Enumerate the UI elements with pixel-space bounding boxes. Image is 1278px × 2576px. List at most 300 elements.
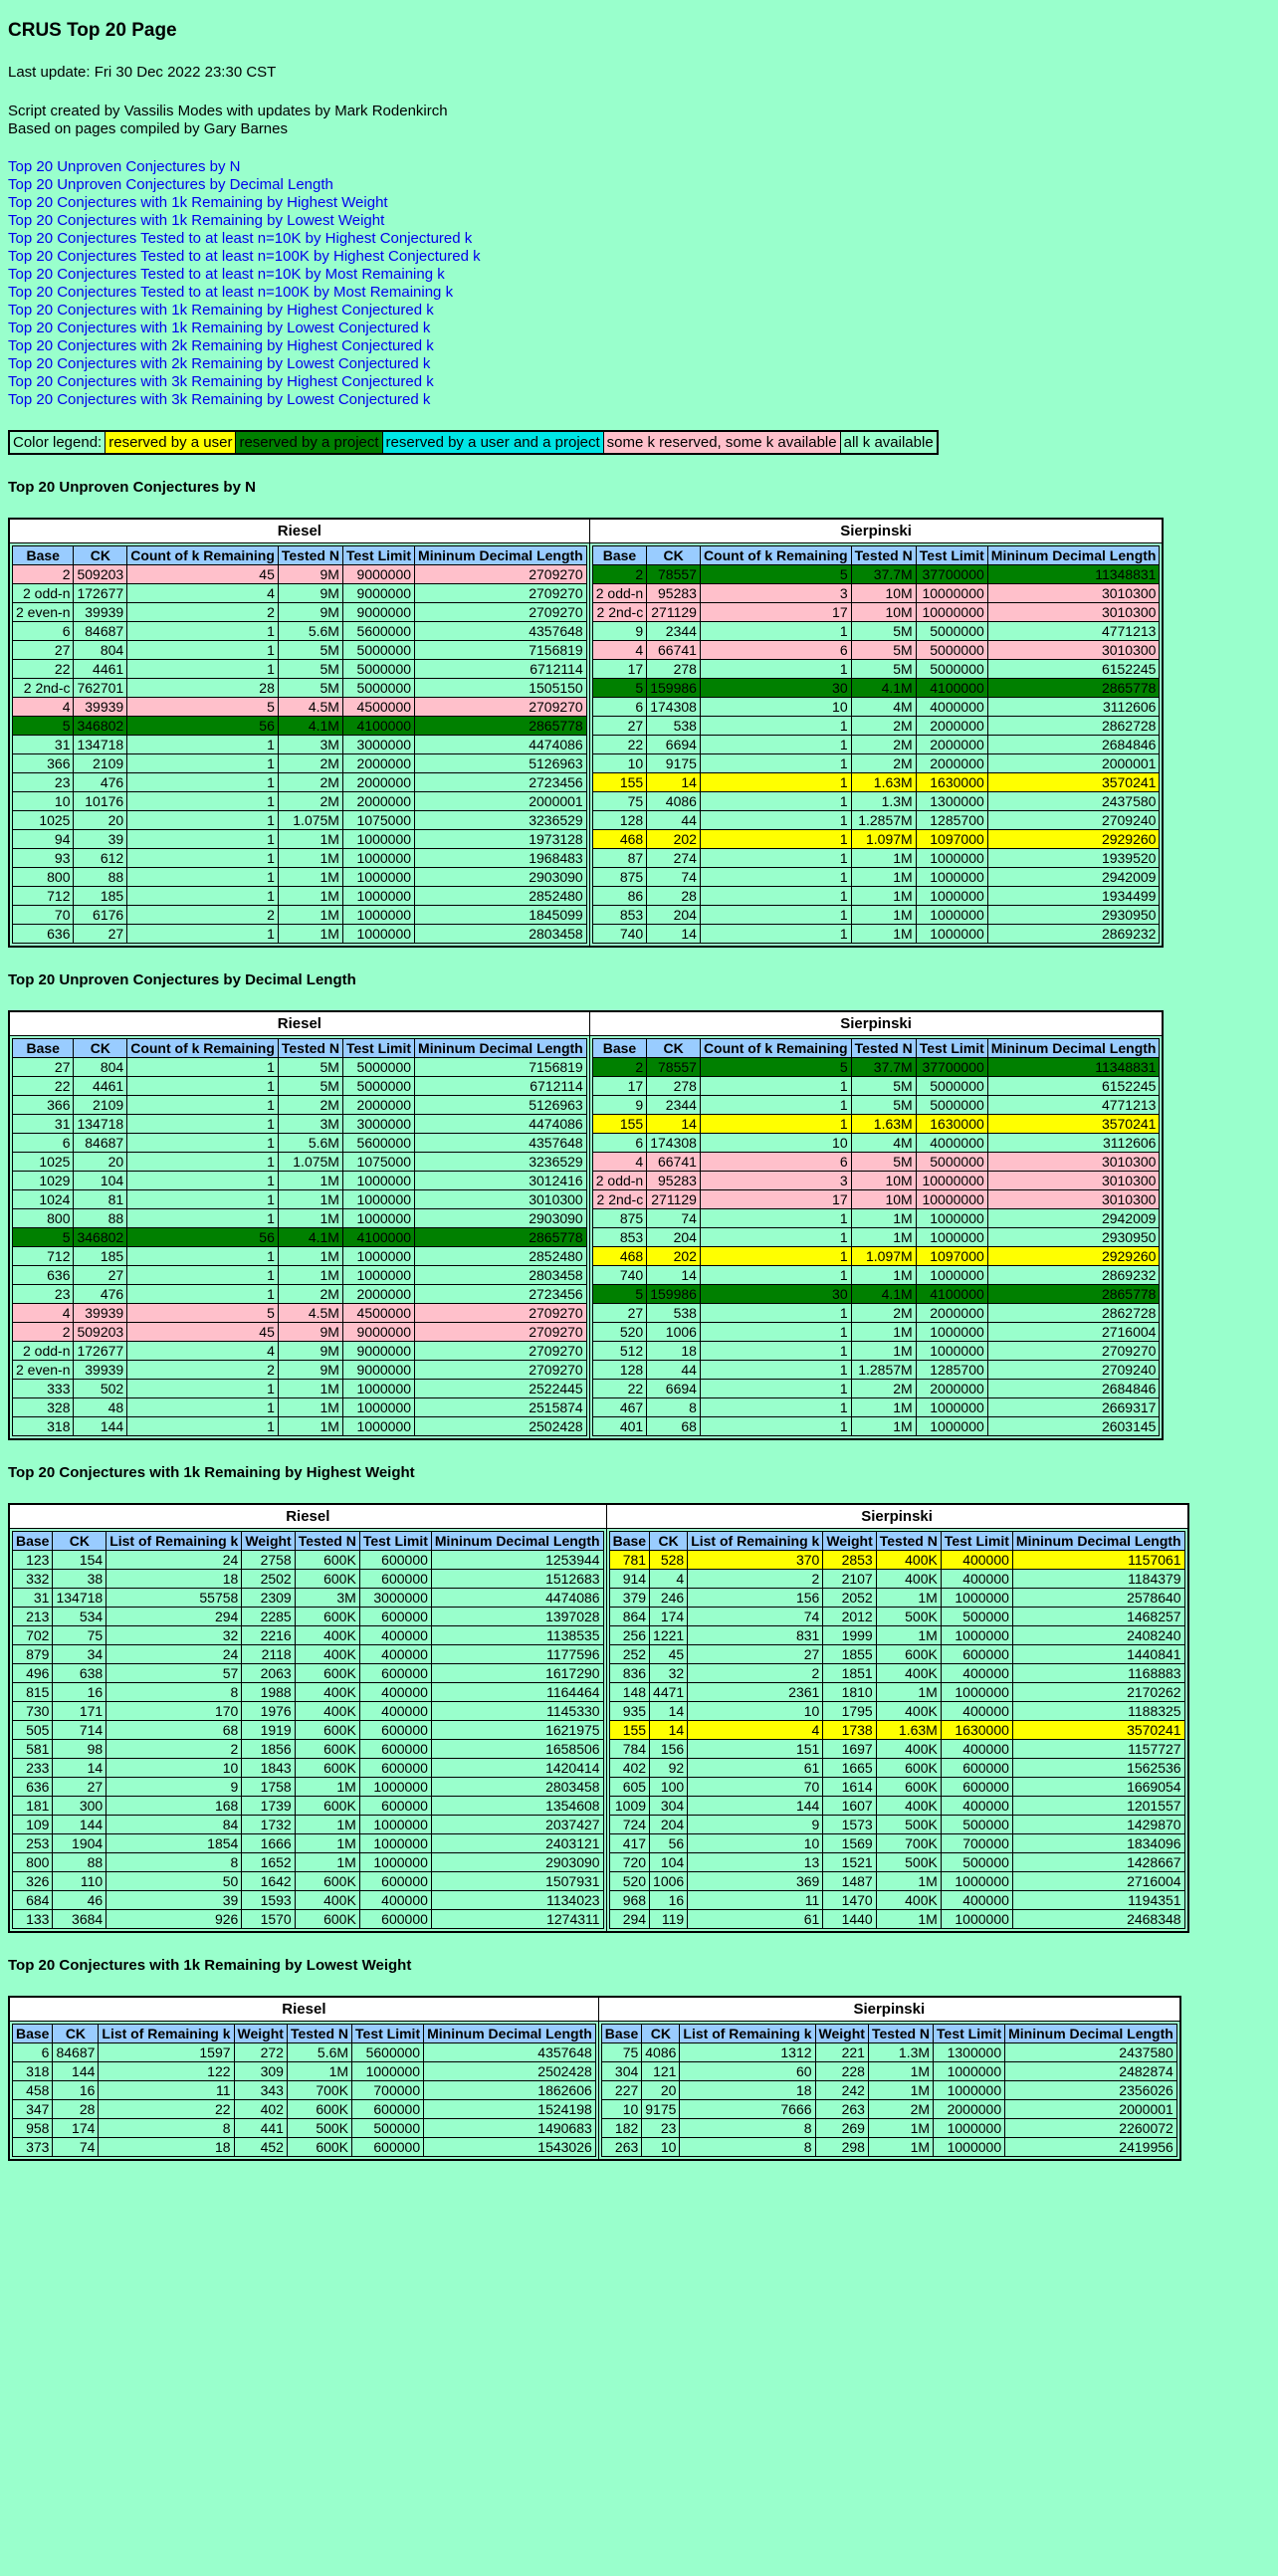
table-cell: 1300000 [916,792,987,811]
table-cell: 27 [592,717,646,736]
column-header: Test Limit [352,2025,424,2043]
table-cell: 3570241 [987,1115,1160,1134]
table-cell: 1697 [823,1740,876,1759]
table-cell: 2000001 [1005,2100,1177,2119]
table-cell: 1000000 [342,830,414,849]
table-cell: 1 [700,792,851,811]
table-cell: 2216 [242,1626,295,1645]
link-10k-highest-ck[interactable]: Top 20 Conjectures Tested to at least n=10K by Highest Conjectured k [8,230,473,247]
table-row [13,1266,587,1285]
table-cell: 1 [127,622,279,641]
table-cell: 1000000 [342,868,414,887]
column-header: Tested N [851,1039,916,1058]
table-cell: 78557 [647,565,701,584]
table-cell: 2865778 [987,1285,1160,1304]
table-cell: 4100000 [342,1228,414,1247]
conjecture-table [8,1503,1189,1933]
table-row [13,2043,596,2062]
table-cell: 600K [295,1551,359,1570]
table-cell: 800 [13,1853,53,1872]
table-cell: 17 [700,1190,851,1209]
table-cell: 5000000 [342,679,414,698]
table-cell: 1939520 [987,849,1160,868]
table-cell: 4000000 [916,698,987,717]
column-header: CK [647,1039,701,1058]
table-row [13,1323,587,1342]
table-cell: 1000000 [916,1228,987,1247]
table-cell: 104 [650,1853,688,1872]
table-cell: 1312 [680,2043,815,2062]
table-row [13,1608,604,1626]
table-cell: 2000000 [916,1380,987,1398]
sierpinski-header: Sierpinski [589,1011,1163,1036]
table-cell: 1490683 [424,2119,596,2138]
table-cell: 740 [592,925,646,944]
table-cell: 61 [688,1759,823,1778]
column-header: Mininum Decimal Length [987,1039,1160,1058]
table-cell: 400000 [941,1664,1012,1683]
table-cell: 2942009 [987,1209,1160,1228]
table-cell: 88 [53,1853,106,1872]
table-cell: 37.7M [851,1058,916,1077]
page-title: CRUS Top 20 Page [8,20,177,41]
table-row [592,717,1160,736]
table-row [609,1797,1184,1816]
table-cell: 600000 [359,1910,431,1929]
table-cell: 1000000 [916,1398,987,1417]
table-cell: 2865778 [987,679,1160,698]
column-header: Weight [823,1532,876,1551]
table-cell: 16 [53,1683,106,1702]
table-cell: 8 [647,1398,701,1417]
table-cell: 600K [876,1645,941,1664]
table-cell: 155 [592,773,646,792]
table-cell: 1000000 [916,906,987,925]
table-cell: 1000000 [916,868,987,887]
table-cell: 1157727 [1012,1740,1184,1759]
table-cell: 30 [700,1285,851,1304]
table-cell: 9 [592,1096,646,1115]
table-cell: 2 odd-n [592,1172,646,1190]
table-cell: 14 [650,1702,688,1721]
table-cell: 800 [13,868,74,887]
table-row [13,2081,596,2100]
table-cell: 2853 [823,1551,876,1570]
table-cell: 400K [295,1645,359,1664]
table-cell: 5 [700,1058,851,1077]
table-cell: 1000000 [941,1589,1012,1608]
table-cell: 2 [592,1058,646,1077]
table-cell: 10 [700,1134,851,1153]
table-cell: 600K [295,1721,359,1740]
table-cell: 3570241 [987,773,1160,792]
table-cell: 134718 [74,1115,127,1134]
table-cell: 3000000 [342,736,414,754]
table-cell: 228 [815,2062,868,2081]
table-cell: 2107 [823,1570,876,1589]
table-cell: 636 [13,1778,53,1797]
table-cell: 400000 [941,1702,1012,1721]
table-cell: 159986 [647,679,701,698]
table-cell: 22 [99,2100,234,2119]
table-cell: 4086 [642,2043,680,2062]
table-cell: 23 [13,1285,74,1304]
table-cell: 400K [876,1891,941,1910]
table-cell: 1 [127,868,279,887]
table-row [609,1570,1184,1589]
table-row [13,1115,587,1134]
table-cell: 27 [74,925,127,944]
table-cell: 1M [851,906,916,925]
table-cell: 4474086 [415,1115,587,1134]
table-cell: 1M [851,1228,916,1247]
table-cell: 1738 [823,1721,876,1740]
table-cell: 9M [278,565,342,584]
column-header: Count of k Remaining [127,546,279,565]
table-row [592,1096,1160,1115]
table-cell: 39939 [74,603,127,622]
table-cell: 2 [13,565,74,584]
table-row [13,1797,604,1816]
table-cell: 1 [700,830,851,849]
table-cell: 1 [700,925,851,944]
table-cell: 213 [13,1608,53,1626]
table-cell: 4100000 [916,1285,987,1304]
column-header: Test Limit [359,1532,431,1551]
table-cell: 4.1M [278,717,342,736]
table-cell: 5 [592,1285,646,1304]
table-cell: 3 [700,1172,851,1190]
link-1k-lowest-weight[interactable]: Top 20 Conjectures with 1k Remaining by Lowest Weight [8,212,385,229]
table-row [609,1664,1184,1683]
table-cell: 2063 [242,1664,295,1683]
table-cell: 1617290 [431,1664,603,1683]
table-cell: 2000001 [415,792,587,811]
table-cell: 204 [647,1228,701,1247]
table-row [13,736,587,754]
table-cell: 2709270 [415,1342,587,1361]
table-cell: 10176 [74,792,127,811]
table-cell: 3010300 [987,1172,1160,1190]
table-cell: 379 [609,1589,649,1608]
table-cell: 1621975 [431,1721,603,1740]
link-100k-most-remaining[interactable]: Top 20 Conjectures Tested to at least n=100K by Most Remaining k [8,284,454,301]
table-cell: 1M [876,1910,941,1929]
table-cell: 400000 [359,1683,431,1702]
table-cell: 600K [295,1570,359,1589]
table-cell: 1 [700,1417,851,1436]
link-3k-highest-ck[interactable]: Top 20 Conjectures with 3k Remaining by Highest Conjectured k [8,373,434,390]
riesel-header: Riesel [9,519,589,543]
table-cell: 958 [13,2119,53,2138]
table-cell: 30 [700,679,851,698]
table-cell: 27 [688,1645,823,1664]
table-row [13,811,587,830]
table-cell: 538 [647,1304,701,1323]
table-cell: 128 [592,811,646,830]
table-cell: 9M [278,1323,342,1342]
column-header: Mininum Decimal Length [431,1532,603,1551]
table-cell: 500000 [352,2119,424,2138]
column-header: Mininum Decimal Length [415,1039,587,1058]
table-cell: 1 [127,736,279,754]
table-cell: 1468257 [1012,1608,1184,1626]
table-cell: 2000000 [916,754,987,773]
table-cell: 935 [609,1702,649,1721]
table-cell: 2052 [823,1589,876,1608]
table-cell: 39939 [74,698,127,717]
table-cell: 2M [278,1285,342,1304]
column-header: Test Limit [342,546,414,565]
table-cell: 2 2nd-c [592,1190,646,1209]
table-cell: 2M [868,2100,933,2119]
table-cell: 1 [127,1172,279,1190]
table-cell: 2419956 [1005,2138,1177,2157]
table-cell: 13 [688,1853,823,1872]
table-row [609,1683,1184,1702]
table-cell: 1 [700,660,851,679]
table-cell: 1.3M [868,2043,933,2062]
table-cell: 10M [851,584,916,603]
table-cell: 6694 [647,1380,701,1398]
table-cell: 2000000 [342,1285,414,1304]
link-100k-highest-ck[interactable]: Top 20 Conjectures Tested to at least n=100K by Highest Conjectured k [8,248,481,265]
table-cell: 32 [650,1664,688,1683]
table-cell: 34 [53,1645,106,1664]
table-cell: 9000000 [342,565,414,584]
table-cell: 45 [127,1323,279,1342]
table-cell: 2709240 [987,811,1160,830]
table-row [13,1228,587,1247]
link-2k-highest-ck[interactable]: Top 20 Conjectures with 2k Remaining by Highest Conjectured k [8,337,434,354]
table-cell: 1512683 [431,1570,603,1589]
table-cell: 1 [127,1077,279,1096]
table-cell: 1M [278,1417,342,1436]
link-10k-most-remaining[interactable]: Top 20 Conjectures Tested to at least n=10K by Most Remaining k [8,266,445,283]
table-row [592,1209,1160,1228]
table-cell: 88 [74,1209,127,1228]
table-cell: 2M [851,754,916,773]
table-cell: 271129 [647,1190,701,1209]
table-cell: 5.6M [278,1134,342,1153]
table-cell: 9000000 [342,584,414,603]
sierpinski-header: Sierpinski [589,519,1163,543]
table-cell: 712 [13,1247,74,1266]
table-cell: 2000001 [987,754,1160,773]
table-cell: 458 [13,2081,53,2100]
table-cell: 1000000 [359,1816,431,1834]
table-cell: 304 [650,1797,688,1816]
table-cell: 204 [647,906,701,925]
table-row [592,1361,1160,1380]
table-cell: 836 [609,1664,649,1683]
table-cell: 1569 [823,1834,876,1853]
table-row [592,1153,1160,1172]
table-cell: 2344 [647,622,701,641]
table-cell: 11348831 [987,565,1160,584]
table-row [592,1228,1160,1247]
table-cell: 2000000 [342,754,414,773]
table-cell: 1000000 [359,1834,431,1853]
table-cell: 74 [53,2138,99,2157]
link-unproven-by-n[interactable]: Top 20 Unproven Conjectures by N [8,158,241,175]
table-cell: 1006 [647,1323,701,1342]
riesel-table [12,1038,587,1436]
table-cell: 1201557 [1012,1797,1184,1816]
table-cell: 9000000 [342,1342,414,1361]
table-cell: 1M [295,1853,359,1872]
table-cell: 70 [688,1778,823,1797]
table-cell: 1285700 [916,811,987,830]
table-cell: 1194351 [1012,1891,1184,1910]
table-cell: 1968483 [415,849,587,868]
riesel-panel [9,1529,606,1933]
table-cell: 2709270 [987,1342,1160,1361]
table-cell: 4 [127,584,279,603]
table-cell: 600K [295,1797,359,1816]
table-cell: 1274311 [431,1910,603,1929]
table-cell: 17 [700,603,851,622]
table-cell: 1429870 [1012,1816,1184,1834]
table-cell: 10000000 [916,1172,987,1190]
table-row [13,1759,604,1778]
table-cell: 182 [601,2119,641,2138]
table-cell: 875 [592,1209,646,1228]
link-1k-highest-weight[interactable]: Top 20 Conjectures with 1k Remaining by Highest Weight [8,194,388,211]
table-cell: 5M [851,1077,916,1096]
table-cell: 500000 [941,1853,1012,1872]
table-cell: 1 [700,1304,851,1323]
table-cell: 10 [700,698,851,717]
table-cell: 5 [13,717,74,736]
column-header: Test Limit [916,1039,987,1058]
table-row [601,2100,1176,2119]
table-cell: 68 [647,1417,701,1436]
table-cell: 714 [53,1721,106,1740]
table-cell: 4100000 [342,717,414,736]
table-cell: 300 [53,1797,106,1816]
table-cell: 56 [127,1228,279,1247]
table-cell: 6 [700,641,851,660]
table-cell: 2437580 [1005,2043,1177,2062]
link-3k-lowest-ck[interactable]: Top 20 Conjectures with 3k Remaining by Lowest Conjectured k [8,391,431,408]
table-cell: 520 [592,1323,646,1342]
table-cell: 1 [127,849,279,868]
table-cell: 636 [13,925,74,944]
table-cell: 204 [650,1816,688,1834]
table-cell: 400K [295,1702,359,1721]
table-cell: 5M [278,679,342,698]
table-row [592,584,1160,603]
riesel-panel [9,2022,598,2161]
table-cell: 148 [609,1683,649,1702]
table-cell: 2869232 [987,925,1160,944]
table-cell: 500K [287,2119,351,2138]
table-cell: 1M [278,830,342,849]
table-cell: 496 [13,1664,53,1683]
table-cell: 6 [13,622,74,641]
table-row [609,1872,1184,1891]
table-cell: 600000 [359,1570,431,1589]
table-cell: 28 [647,887,701,906]
table-cell: 2408240 [1012,1626,1184,1645]
table-cell: 144 [53,2062,99,2081]
table-cell: 2468348 [1012,1910,1184,1929]
table-cell: 1845099 [415,906,587,925]
table-cell: 1 [127,830,279,849]
table-cell: 1M [278,906,342,925]
section-title: Top 20 Conjectures with 1k Remaining by Lowest Weight [8,1957,412,1974]
table-cell: 2 [13,1323,74,1342]
table-cell: 509203 [74,565,127,584]
table-cell: 1M [295,1778,359,1797]
table-cell: 318 [13,2062,53,2081]
table-cell: 1 [127,1380,279,1398]
column-header: Tested N [287,2025,351,2043]
table-cell: 233 [13,1759,53,1778]
table-cell: 109 [13,1816,53,1834]
table-row [13,925,587,944]
table-cell: 2930950 [987,1228,1160,1247]
column-header: CK [650,1532,688,1551]
table-cell: 1397028 [431,1608,603,1626]
table-cell: 1000000 [342,925,414,944]
table-row [13,622,587,641]
table-cell: 278 [647,660,701,679]
table-cell: 1000000 [359,1778,431,1797]
column-header: Base [13,1039,74,1058]
credit-line: Based on pages compiled by Gary Barnes [8,120,288,137]
table-row [13,1417,587,1436]
table-cell: 500K [876,1816,941,1834]
table-cell: 10000000 [916,1190,987,1209]
link-2k-lowest-ck[interactable]: Top 20 Conjectures with 2k Remaining by Lowest Conjectured k [8,355,431,372]
table-cell: 23 [642,2119,680,2138]
table-cell: 5600000 [352,2043,424,2062]
link-1k-highest-ck[interactable]: Top 20 Conjectures with 1k Remaining by Highest Conjectured k [8,302,434,319]
link-1k-lowest-ck[interactable]: Top 20 Conjectures with 1k Remaining by Lowest Conjectured k [8,320,431,336]
table-cell: 2709270 [415,1323,587,1342]
table-row [592,641,1160,660]
table-cell: 263 [815,2100,868,2119]
table-cell: 4.5M [278,1304,342,1323]
table-cell: 612 [74,849,127,868]
riesel-table [12,1531,604,1929]
table-cell: 14 [647,773,701,792]
table-cell: 2578640 [1012,1589,1184,1608]
link-unproven-by-length[interactable]: Top 20 Unproven Conjectures by Decimal Length [8,176,333,193]
table-cell: 1 [700,868,851,887]
table-cell: 400K [295,1626,359,1645]
table-row [592,1266,1160,1285]
table-cell: 600000 [941,1645,1012,1664]
table-cell: 1 [700,754,851,773]
table-cell: 600K [295,1664,359,1683]
table-cell: 3000000 [359,1589,431,1608]
table-cell: 4.5M [278,698,342,717]
table-cell: 1075000 [342,1153,414,1172]
table-cell: 1851 [823,1664,876,1683]
table-cell: 968 [609,1891,649,1910]
column-header: Weight [234,2025,287,2043]
table-cell: 2M [851,1380,916,1398]
table-cell: 1642 [242,1872,295,1891]
table-cell: 1 [700,773,851,792]
table-cell: 332 [13,1570,53,1589]
table-cell: 9175 [642,2100,680,2119]
table-cell: 1000000 [934,2081,1005,2100]
table-cell: 1652 [242,1853,295,1872]
